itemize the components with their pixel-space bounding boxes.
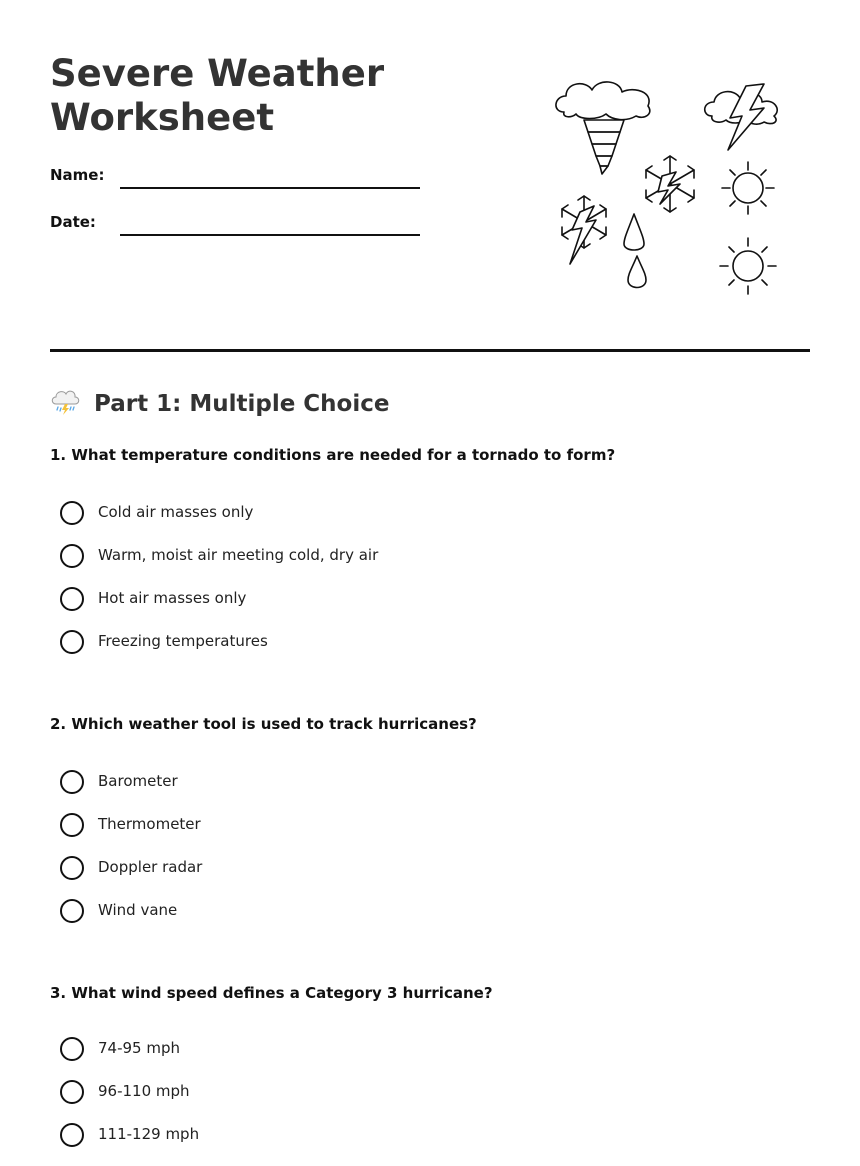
option-item[interactable] [60, 813, 202, 856]
question-2 [50, 714, 810, 919]
option-label: Cold air masses only [98, 503, 254, 521]
radio-button[interactable] [60, 1080, 84, 1104]
radio-button[interactable] [60, 630, 84, 654]
option-label: Freezing temperatures [98, 632, 268, 650]
options-list [60, 770, 202, 942]
lightning-cloud-icon [705, 84, 777, 150]
option-item[interactable] [60, 899, 202, 942]
radio-button[interactable] [60, 587, 84, 611]
date-line[interactable] [120, 234, 420, 236]
option-item[interactable] [60, 630, 378, 673]
option-item[interactable] [60, 544, 378, 587]
question-text: 3. What wind speed defines a Category 3 hurricane? [50, 984, 493, 1002]
weather-clipart [550, 76, 790, 300]
option-item[interactable] [60, 856, 202, 899]
option-item[interactable] [60, 1080, 199, 1123]
snowflake-lightning-icon [646, 156, 694, 212]
raindrop-icon [624, 214, 646, 288]
radio-button[interactable] [60, 813, 84, 837]
radio-button[interactable] [60, 899, 84, 923]
option-label: Doppler radar [98, 858, 203, 876]
option-label: 96-110 mph [98, 1082, 190, 1100]
section-divider [50, 349, 810, 352]
options-list [60, 1037, 199, 1166]
snowflake-icon [562, 196, 606, 264]
options-list [60, 501, 378, 673]
name-field [50, 166, 430, 190]
section-title [50, 388, 389, 420]
option-item[interactable] [60, 1123, 199, 1166]
question-1 [50, 445, 810, 650]
sun-icon [720, 162, 776, 294]
radio-button[interactable] [60, 856, 84, 880]
name-line[interactable] [120, 187, 420, 189]
option-item[interactable] [60, 587, 378, 630]
option-label: 74-95 mph [98, 1039, 180, 1057]
option-item[interactable] [60, 770, 202, 813]
option-label: Warm, moist air meeting cold, dry air [98, 546, 379, 564]
question-3 [50, 983, 810, 1143]
storm-cloud-icon [50, 388, 80, 416]
date-label: Date: [50, 213, 96, 231]
section-title-text: Part 1: Multiple Choice [94, 391, 390, 417]
option-item[interactable] [60, 1037, 199, 1080]
radio-button[interactable] [60, 1037, 84, 1061]
option-label: Barometer [98, 772, 178, 790]
option-label: Wind vane [98, 901, 178, 919]
page-title: Severe Weather Worksheet [50, 52, 385, 139]
option-item[interactable] [60, 501, 378, 544]
date-field [50, 213, 430, 237]
radio-button[interactable] [60, 544, 84, 568]
radio-button[interactable] [60, 770, 84, 794]
option-label: Thermometer [98, 815, 201, 833]
radio-button[interactable] [60, 501, 84, 525]
name-label: Name: [50, 166, 105, 184]
radio-button[interactable] [60, 1123, 84, 1147]
tornado-cloud-icon [556, 82, 650, 174]
option-label: Hot air masses only [98, 589, 247, 607]
question-text: 1. What temperature conditions are needed for a tornado to form? [50, 446, 616, 464]
question-text: 2. Which weather tool is used to track hurricanes? [50, 715, 477, 733]
option-label: 111-129 mph [98, 1125, 200, 1143]
